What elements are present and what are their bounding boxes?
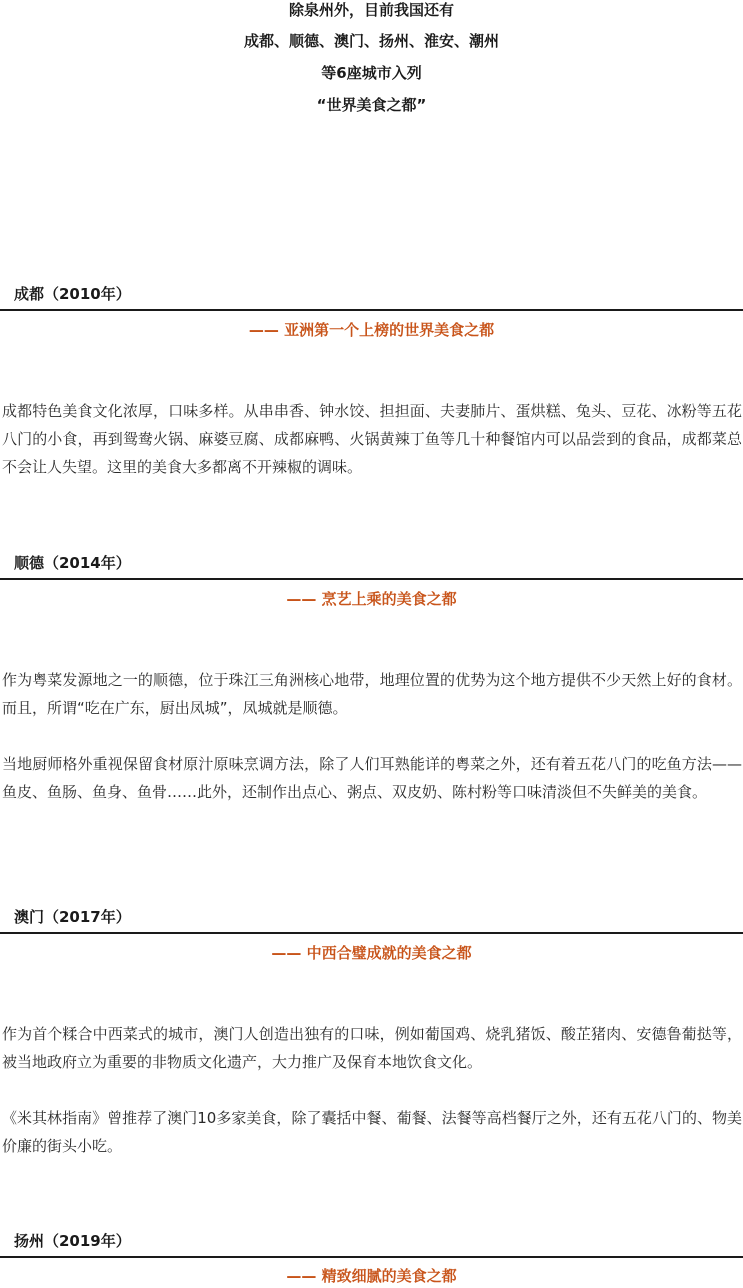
section-divider xyxy=(0,309,743,311)
section-subtitle: —— 精致细腻的美食之都 xyxy=(286,1267,457,1285)
section-title: 成都（2010年） xyxy=(14,285,131,303)
section-title: 扬州（2019年） xyxy=(14,1232,131,1250)
intro-line-1: 除泉州外，目前我国还有 xyxy=(288,1,454,19)
section-title: 顺德（2014年） xyxy=(14,554,131,572)
section-title: 澳门（2017年） xyxy=(14,908,131,926)
paragraph: 作为首个糅合中西菜式的城市，澳门人创造出独有的口味，例如葡国鸡、烧乳猪饭、酸芷猪肉、安德鲁葡挞等，被当地政府立为重要的非物质文化遗产，大力推广及保育本地饮食文化。 xyxy=(2,1025,742,1071)
section-subtitle: —— 中西合璧成就的美食之都 xyxy=(271,944,472,962)
paragraph: 作为粤菜发源地之一的顺德，位于珠江三角洲核心地带，地理位置的优势为这个地方提供不少天然上好的食材。而且，所谓“吃在广东，厨出凤城”，凤城就是顺德。 xyxy=(2,671,742,717)
section-subtitle: —— 亚洲第一个上榜的世界美食之都 xyxy=(248,321,495,339)
paragraph: 成都特色美食文化浓厚，口味多样。从串串香、钟水饺、担担面、夫妻肺片、蛋烘糕、兔头、豆花、冰粉等五花八门的小食，再到鸳鸯火锅、麻婆豆腐、成都麻鸭、火锅黄辣丁鱼等几十种餐馆内可以品尝到的食品，成都菜总不会让人失望。这里的美食大多都离不开辣椒的调味。 xyxy=(2,402,742,476)
section-subtitle: —— 烹艺上乘的美食之都 xyxy=(286,590,457,608)
intro-line-2: 成都、顺德、澳门、扬州、淮安、潮州 xyxy=(243,32,499,50)
section-divider xyxy=(0,932,743,934)
intro-line-3: 等6座城市入列 xyxy=(321,64,422,82)
section-divider xyxy=(0,578,743,580)
intro-line-4: “世界美食之都” xyxy=(316,96,427,114)
paragraph: 当地厨师格外重视保留食材原汁原味烹调方法，除了人们耳熟能详的粤菜之外，还有着五花八门的吃鱼方法——鱼皮、鱼肠、鱼身、鱼骨……此外，还制作出点心、粥点、双皮奶、陈村粉等口味清淡但不失鲜美的美食。 xyxy=(2,755,742,801)
paragraph: 《米其林指南》曾推荐了澳门10多家美食，除了囊括中餐、葡餐、法餐等高档餐厅之外，还有五花八门的、物美价廉的街头小吃。 xyxy=(2,1109,742,1155)
section-divider xyxy=(0,1256,743,1258)
